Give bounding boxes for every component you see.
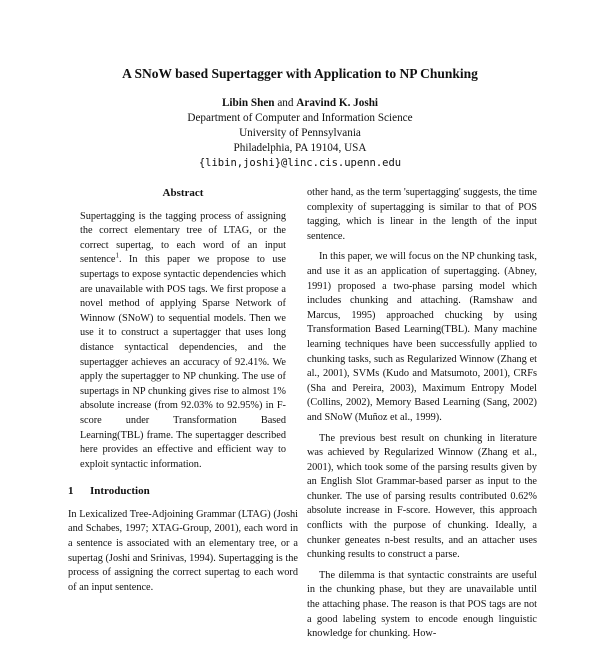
abstract-body xyxy=(80,210,286,473)
right-paragraph-3: The previous best result on chunking in literature was achieved by Regularized Winnow (Zhang et al., 2001), which took some of the parsing results given by an English Slot Grammar-based parser as input to the chunker. The use of parsing results contributed 0.62% absolute increase in F-score. However, this approach conflicts with the purpose of chunking. Ideally, a chunker geneates n-best results, and an attacher uses chunking results to construct a parse. xyxy=(307,432,537,561)
author-name-2: Aravind K. Joshi xyxy=(296,97,379,109)
author-email: {libin,joshi}@linc.cis.upenn.edu xyxy=(198,157,402,169)
section-number: 1 xyxy=(68,485,74,498)
footnote-marker: 1 xyxy=(115,251,119,260)
right-paragraph-1: other hand, as the term 'supertagging' suggests, the time complexity of supertagging is similar to that of POS tagging, which is linear in the length of the input sentence. xyxy=(307,187,537,242)
right-paragraph-4: The dilemma is that syntactic constraints are useful in the chunking phase, but they are unavailable until the attaching phase. The reason is that POS tags are not a good labeling system to encode enough linguistic knowledge for chunking. How- xyxy=(307,569,537,640)
intro-paragraph-1: In Lexicalized Tree-Adjoining Grammar (LTAG) (Joshi and Schabes, 1997; XTAG-Group, 2001), each word in a sentence is associated with an elementary tree, or a supertag (Joshi and Srinivas, 1994). Supertagging is the process of assigning the correct supertag to each word of an input sentence. xyxy=(68,508,298,593)
right-paragraph-2: In this paper, we will focus on the NP chunking task, and use it as an application of supertagging. (Abney, 1991) proposed a two-phase parsing model which includes chunking and attaching. (Ramshaw and Marcus, 1995) approached chucking by using Transformation Based Learning(TBL). Many machine learning techniques have been successfully applied to chunking tasks, such as Regularized Winnow (Zhang et al., 2001), SVMs (Kudo and Matsumoto, 2001), CRFs (Sha and Pereira, 2003), Maximum Entropy Model (Collins, 2002), Memory Based Learning (Sang, 2002) and SNoW (Muñoz et al., 1999). xyxy=(307,251,537,423)
author-block xyxy=(0,96,600,171)
author-line xyxy=(0,96,600,111)
right-column xyxy=(307,186,537,648)
author-conjunction: and xyxy=(277,97,294,109)
abstract-text-part2: . In this paper we propose to use supertags to expose syntactic dependencies which are unavailable with POS tags. We first propose a novel method of applying Sparse Network of Winnow (SNoW) to sequential models. Then we use it to construct a supertagger that uses long distance syntactical dependencies, and the supertagger achieves an accuracy of 92.41%. We apply the supertagger to NP chunking. The use of supertags in NP chunking gives rise to almost 1% absolute increase (from 92.03% to 92.95%) in F-score under Transformation Based Learning(TBL) frame. The supertagger described here provides an effective and efficient way to exploit syntactic information. xyxy=(80,254,286,470)
affiliation-line-2: University of Pennsylvania xyxy=(239,127,361,139)
affiliation-line-1: Department of Computer and Information Science xyxy=(187,112,413,124)
paper-title: A SNoW based Supertagger with Application to NP Chunking xyxy=(122,66,478,81)
abstract-heading: Abstract xyxy=(162,187,204,199)
affiliation-line-3: Philadelphia, PA 19104, USA xyxy=(233,142,367,154)
abstract-text-part1: Supertagging is the tagging process of assigning the correct elementary tree of LTAG, or the correct supertag, to each word of an input sentence xyxy=(80,210,286,266)
left-column xyxy=(68,186,298,601)
section-heading-introduction xyxy=(68,484,298,499)
section-title: Introduction xyxy=(90,485,150,498)
author-name-1: Libin Shen xyxy=(221,97,275,109)
